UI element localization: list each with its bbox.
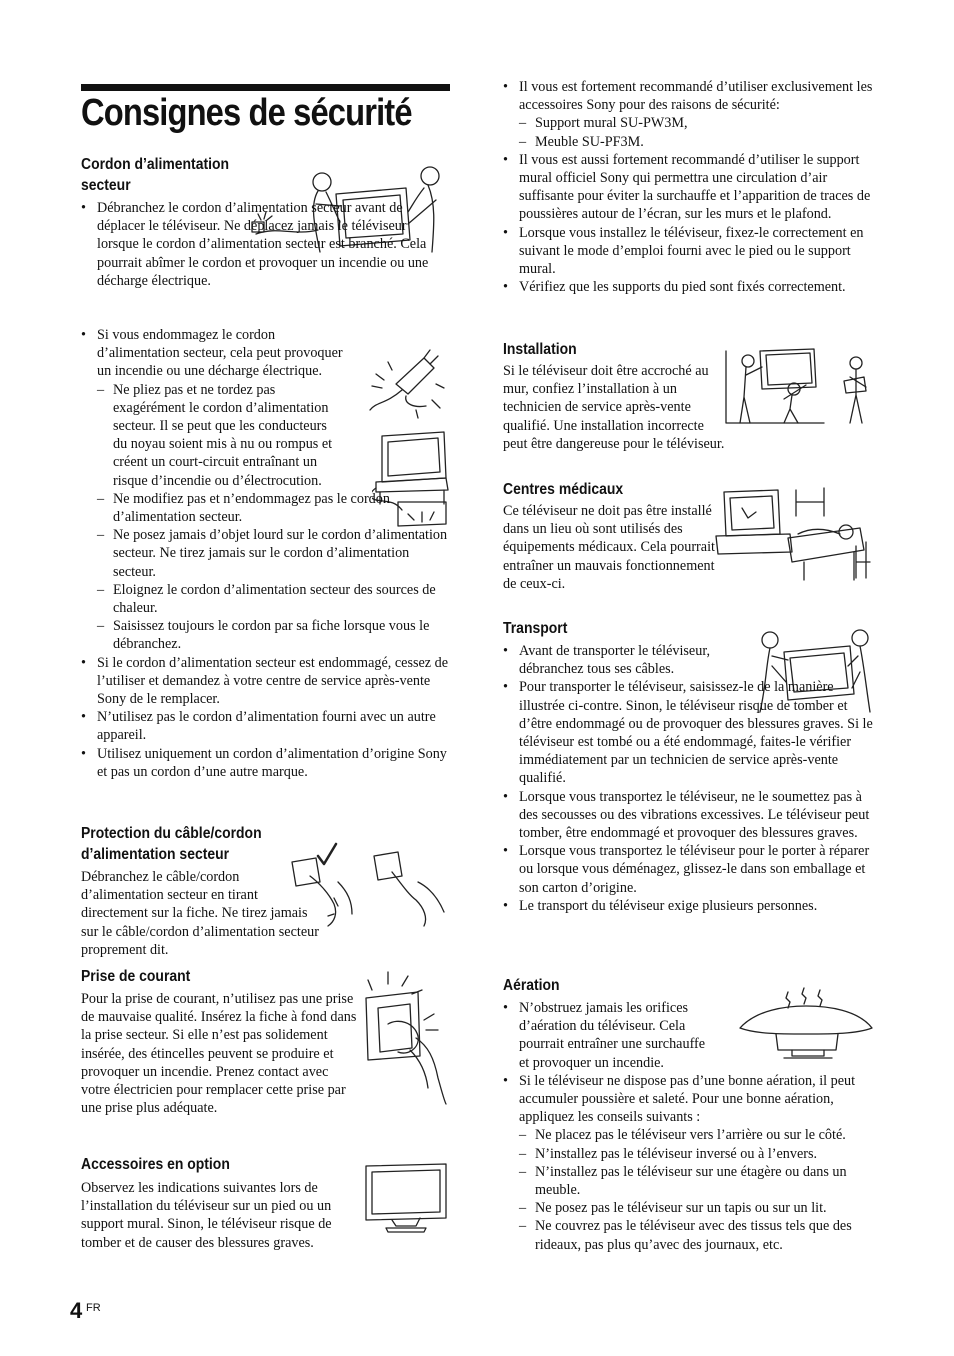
cordon-list-2 <box>81 326 451 781</box>
list-item: • N’utilisez pas le cordon d’alimentation fourni avec un autre appareil. <box>81 708 451 744</box>
prise-text: Pour la prise de courant, n’utilisez pas une prise de mauvaise qualité. Insérez la fiche à fond dans la prise secteur. Si elle n’est pas solidement insérée, des étincelles peuvent se produire et provoquer un incendie. Prenez contact avec votre électricien pour remplacer cette prise par une prise plus adéquate. <box>81 991 357 1117</box>
list-item: – Saisissez toujours le cordon par sa fiche lorsque vous le débranchez. <box>97 617 451 653</box>
list-item: – Ne pliez pas et ne tordez pas exagérément le cordon d’alimentation secteur. Il se peut que les conducteurs du noyau soient mis à nu ou rompus et créent un court-circuit entraînant un risque d’incendie ou d’électrocution. <box>97 381 335 490</box>
heading-centres: Centres médicaux <box>503 481 624 498</box>
list-item: – Ne modifiez pas et n’endommagez pas le cordon d’alimentation secteur. <box>97 490 451 526</box>
accessoires-list <box>503 78 875 296</box>
list-item: • Lorsque vous transportez le téléviseur, ne le soumettez pas à des secousses ou des vibrations excessives. Le téléviseur peut tomber, être endommagé et provoquer des blessures graves. <box>503 788 875 843</box>
sublist <box>519 1126 875 1253</box>
list-item: • N’obstruez jamais les orifices d’aération du téléviseur. Cela pourrait entraîner une surchauffe et provoquer un incendie. <box>503 999 709 1072</box>
list-item: • Il vous est fortement recommandé d’utiliser exclusivement les accessoires Sony pour des raisons de sécurité: – Support mural SU-PW3M, – Meuble SU-PF3M. <box>503 78 875 151</box>
heading-transport: Transport <box>503 620 568 637</box>
page-number: 4 <box>70 1298 83 1323</box>
list-item: • Utilisez uniquement un cordon d’alimentation d’origine Sony et pas un cordon d’une autre marque. <box>81 745 451 781</box>
aeration-list <box>503 999 875 1254</box>
list-item: • Avant de transporter le téléviseur, débranchez tous ses câbles. <box>503 642 749 678</box>
list-item: – Meuble SU-PF3M. <box>519 133 875 151</box>
list-item: • Lorsque vous transportez le téléviseur pour le porter à réparer ou lorsque vous déménagez, glissez-le dans son emballage et son carton d’origine. <box>503 842 875 897</box>
sublist <box>519 114 875 150</box>
sublist <box>97 381 451 654</box>
list-item: • Vérifiez que les supports du pied sont fixés correctement. <box>503 278 875 296</box>
list-item: – Ne placez pas le téléviseur vers l’arrière ou sur le côté. <box>519 1126 875 1144</box>
accessoires-text: Observez les indications suivantes lors de l’installation du téléviseur sur un pied ou un support mural. Sinon, le téléviseur risque de tomber et de causer des blessures graves. <box>81 1180 332 1251</box>
wall-outlet-plug-icon <box>358 968 450 1106</box>
list-item: • Si vous endommagez le cordon d’alimentation secteur, cela peut provoquer un incendie ou une décharge électrique. – Ne pliez pas et ne tordez pas exagérément le cordon d’alimentation secteur. Il se peut que les conducteurs du noyau soient mis à nu ou rompus et créent un court-circuit entraînant un risque d’incendie ou d’électrocution. – Ne modifiez pas et n’endommagez pas le cordon d’alimentation secteur. – Ne posez jamais d’objet lourd sur le cordon d’alimentation secteur. Ne tirez jamais sur le cordon d’alimentation secteur. – Eloignez le cordon d’alimentation secteur des sources de chaleur. – Saisissez toujours le cordon par sa fiche lorsque vous le débranchez. <box>81 326 451 654</box>
installation-text: Si le téléviseur doit être accroché au mur, confiez l’installation à un technicien de service après-vente qualifié. Une installation incorrecte peut être dangereuse pour le téléviseur. <box>503 363 725 452</box>
heading-accessoires: Accessoires en option <box>81 1156 230 1173</box>
heading-protection: Protection du câble/cordon d’alimentation secteur <box>81 825 262 863</box>
list-item: • Le transport du téléviseur exige plusieurs personnes. <box>503 897 875 915</box>
medical-room-icon <box>714 486 876 584</box>
title-rule <box>81 84 450 91</box>
list-item: – Ne couvrez pas le téléviseur avec des tissus tels que des rideaux, pas plus qu’avec des journaux, etc. <box>519 1217 875 1253</box>
list-item: • Si le téléviseur ne dispose pas d’une bonne aération, il peut accumuler poussière et saleté. Pour une bonne aération, appliquez les conseils suivants : – Ne placez pas le téléviseur vers l’arrière ou sur le côté. – N’installez pas le téléviseur inversé ou à l’envers. – N’installez pas le téléviseur sur une étagère ou dans un meuble. – Ne posez pas le téléviseur sur un tapis ou sur un lit. – Ne couvrez pas le téléviseur avec des tissus tels que des rideaux, pas plus qu’avec des journaux, etc. <box>503 1072 875 1254</box>
cordon-list <box>81 199 451 290</box>
list-item: – Eloignez le cordon d’alimentation secteur des sources de chaleur. <box>97 581 451 617</box>
heading-prise: Prise de courant <box>81 968 191 985</box>
list-item: – Support mural SU-PW3M, <box>519 114 875 132</box>
list-item: • Pour transporter le téléviseur, saisissez-le de la manière illustrée ci-contre. Sinon, le téléviseur risque de tomber et d’être endommagé ou de provoquer des blessures graves. Si le téléviseur est tombé ou a été endommagé, faites-le vérifier immédiatement par un technicien de service après-vente qualifié. <box>503 678 875 787</box>
page-lang: FR <box>86 1302 101 1314</box>
list-item: • Il vous est aussi fortement recommandé d’utiliser le support mural officiel Sony qui permettra une circulation d’air suffisante pour éviter la surchauffe et l’apparition de traces de poussières autour de l’écran, sur les murs et le plafond. <box>503 151 875 224</box>
list-item: • Lorsque vous installez le téléviseur, fixez-le correctement en suivant le mode d’emploi fourni avec le pied ou le support mural. <box>503 224 875 279</box>
list-item: • Si le cordon d’alimentation secteur est endommagé, cessez de l’utiliser et demandez à votre centre de service après-vente Sony de le remplacer. <box>81 654 451 709</box>
protection-text: Débranchez le câble/cordon d’alimentation secteur en tirant directement sur la fiche. Ne tirez jamais sur le câble/cordon d’alimentation secteur proprement dit. <box>81 869 319 958</box>
wall-mount-install-icon <box>724 347 876 431</box>
list-item: – Ne posez jamais d’objet lourd sur le cordon d’alimentation secteur. Ne tirez jamais sur le cordon d’alimentation secteur. <box>97 526 451 581</box>
centres-text: Ce téléviseur ne doit pas être installé dans un lieu où sont utilisés des équipements médicaux. Cela pourrait entraîner un mauvais fonctionnement de ceux-ci. <box>503 503 715 592</box>
list-item: • Débranchez le cordon d’alimentation secteur avant de déplacer le téléviseur. Ne déplacez jamais le téléviseur lorsque le cordon d’alimentation secteur est branché. Cela pourrait abîmer le cordon et provoquer un incendie ou une décharge électrique. <box>81 199 451 290</box>
transport-list <box>503 642 875 915</box>
list-item: – Ne posez pas le téléviseur sur un tapis ou sur un lit. <box>519 1199 875 1217</box>
list-item: – N’installez pas le téléviseur inversé ou à l’envers. <box>519 1145 875 1163</box>
list-item: – N’installez pas le téléviseur sur une étagère ou dans un meuble. <box>519 1163 875 1199</box>
heading-installation: Installation <box>503 341 577 358</box>
heading-cordon: Cordon d’alimentation secteur <box>81 156 230 194</box>
page-title: Consignes de sécurité <box>81 92 412 134</box>
heading-aeration: Aération <box>503 977 560 994</box>
tv-monitor-icon <box>362 1162 450 1234</box>
